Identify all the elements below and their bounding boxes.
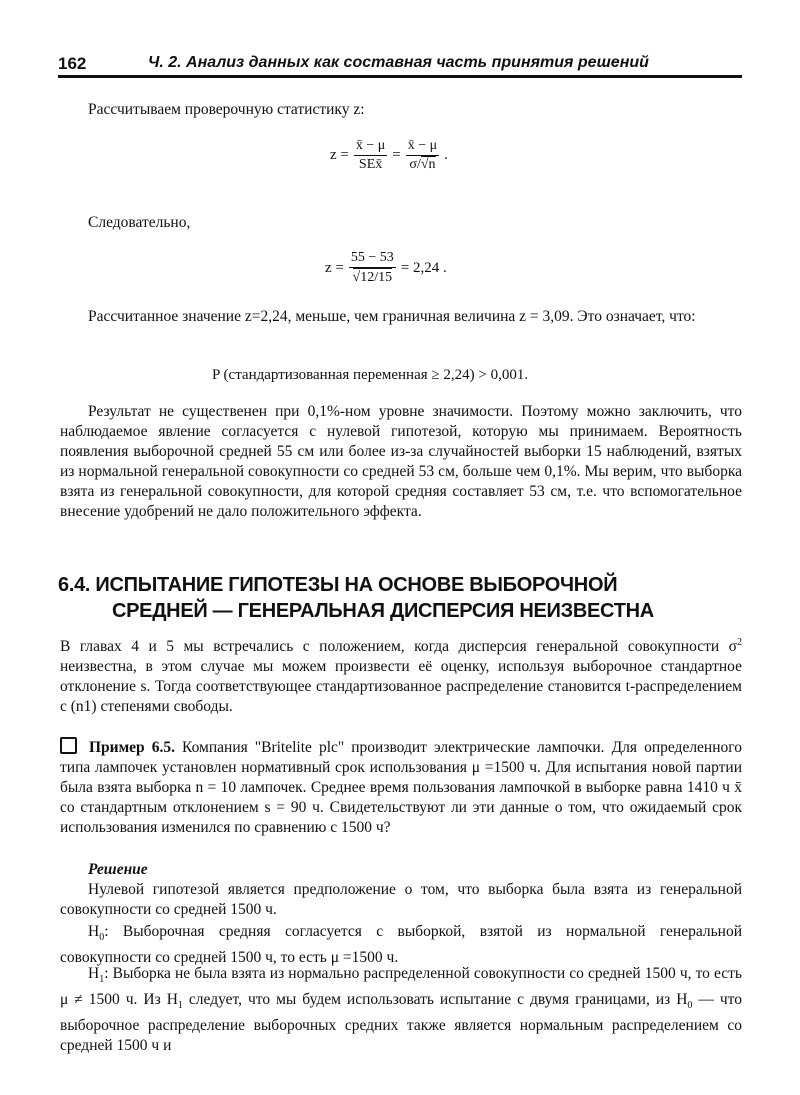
h1-text-b: следует, что мы будем использовать испытание с двумя границами, из H — [182, 991, 688, 1009]
formula1-frac1-num: x̄ − μ — [354, 138, 387, 156]
h1-sub2: 1 — [177, 1000, 183, 1012]
formula1-frac2 — [406, 138, 439, 173]
formula1-frac2-den — [409, 156, 435, 173]
paragraph-section-intro — [60, 633, 742, 717]
h1-sub3: 0 — [687, 1000, 693, 1012]
paragraph-therefore: Следовательно, — [88, 214, 191, 231]
running-title: Ч. 2. Анализ данных как составная часть принятия решений — [148, 54, 649, 71]
header-rule — [58, 75, 742, 78]
paragraph-h0 — [60, 922, 742, 968]
page-number: 162 — [58, 54, 87, 73]
formula1-frac1 — [354, 138, 387, 173]
formula1-frac2-den-sqrt: √n — [420, 157, 436, 172]
section-heading-line2: СРЕДНЕЙ — ГЕНЕРАЛЬНАЯ ДИСПЕРСИЯ НЕИЗВЕСТНА — [112, 600, 654, 622]
h0-sub: 0 — [99, 932, 105, 944]
h1-text-a: : Выборка не была взята из нормально распределенной совокупности со средней 1500 ч, то есть μ ≠ 1500 ч. Из H — [60, 965, 742, 1009]
example-label: Пример 6.5. — [89, 739, 175, 756]
formula-z-value — [325, 250, 447, 286]
formula1-frac2-den-a: σ/ — [409, 157, 421, 172]
page-header — [58, 54, 742, 76]
para5-b: неизвестна, в этом случае мы можем произвести её оценку, используя выборочное стандартное отклонение s. Тогда соответствующее стандартизованное распределение становится t-распределением с (n1) степенями свободы. — [60, 658, 742, 716]
para5-a: В главах 4 и 5 мы встречались с положением, когда дисперсия генеральной совокупности σ — [60, 638, 737, 656]
h0-symbol: H — [88, 923, 100, 940]
paragraph-test-statistic: Рассчитываем проверочную статистику z: — [88, 101, 365, 118]
formula1-frac2-num: x̄ − μ — [406, 138, 439, 156]
solution-label — [60, 860, 742, 880]
formula3-text: P (стандартизованная переменная ≥ 2,24) > 0,001. — [212, 367, 529, 383]
paragraph-computed-value: Рассчитанное значение z=2,24, меньше, чем граничная величина z = 3,09. Это означает, что: — [88, 308, 696, 325]
paragraph-null-hypothesis: Нулевой гипотезой является предположение о том, что выборка была взята из генеральной совокупности со средней 1500 ч. — [60, 881, 742, 918]
formula1-lhs: z = — [330, 147, 349, 163]
example-text: Компания "Britelite plc" производит электрические лампочки. Для определенного типа лампочек установлен нормативный срок использования μ =1500 ч. Для испытания новой партии была взята выборка n = 10 лампочек. Среднее время пользования лампочкой в выборке равна 1410 ч x̄ со стандартным отклонением s = 90 ч. Свидетельствуют ли эти данные о том, что ожидаемый срок использования изменился по сравнению с 1500 ч? — [60, 739, 742, 836]
formula2-num: 55 − 53 — [349, 250, 396, 268]
formula1-frac1-den: SEx̄ — [358, 157, 383, 172]
h1-text-c: — что выборочное распределение выборочных средних также является нормальным распределением со средней 1500 ч и — [60, 991, 743, 1055]
formula-z-definition — [330, 138, 448, 173]
h0-text: : Выборочная средняя согласуется с выборкой, взятой из нормальной генеральной совокупности со средней 1500 ч, то есть μ =1500 ч. — [60, 923, 742, 967]
h1-sub: 1 — [99, 974, 105, 986]
formula1-eq: = — [392, 147, 401, 163]
paragraph-h1 — [60, 964, 742, 1056]
formula2-rhs: = 2,24 . — [400, 259, 447, 276]
paragraph-result: Результат не существенен при 0,1%-ном уровне значимости. Поэтому можно заключить, что наблюдаемое явление согласуется с нулевой гипотезой, которую мы принимаем. Вероятность появления выборочной средней 55 см или более из-за случайностей выборки 15 наблюдений, взятых из нормальной генеральной совокупности со средней 53 см, больше чем 0,1%. Мы верим, что выборка взята из генеральной совокупности, для которой средняя составляет 53 см, т.е. что вспомогательное внесение удобрений не дало положительного эффекта. — [60, 403, 742, 520]
formula2-den: √12/15 — [352, 270, 393, 285]
h1-symbol: H — [88, 965, 100, 982]
para5-sup: 2 — [737, 637, 742, 648]
formula2-lhs: z = — [325, 259, 344, 276]
paragraph-example — [60, 737, 742, 838]
example-box-icon — [60, 737, 77, 754]
section-heading-line1: 6.4. ИСПЫТАНИЕ ГИПОТЕЗЫ НА ОСНОВЕ ВЫБОРОЧНОЙ — [58, 574, 618, 596]
formula1-end: . — [444, 147, 448, 163]
formula-probability — [212, 367, 528, 384]
solution-label-text: Решение — [88, 861, 148, 878]
formula2-frac — [349, 250, 396, 286]
